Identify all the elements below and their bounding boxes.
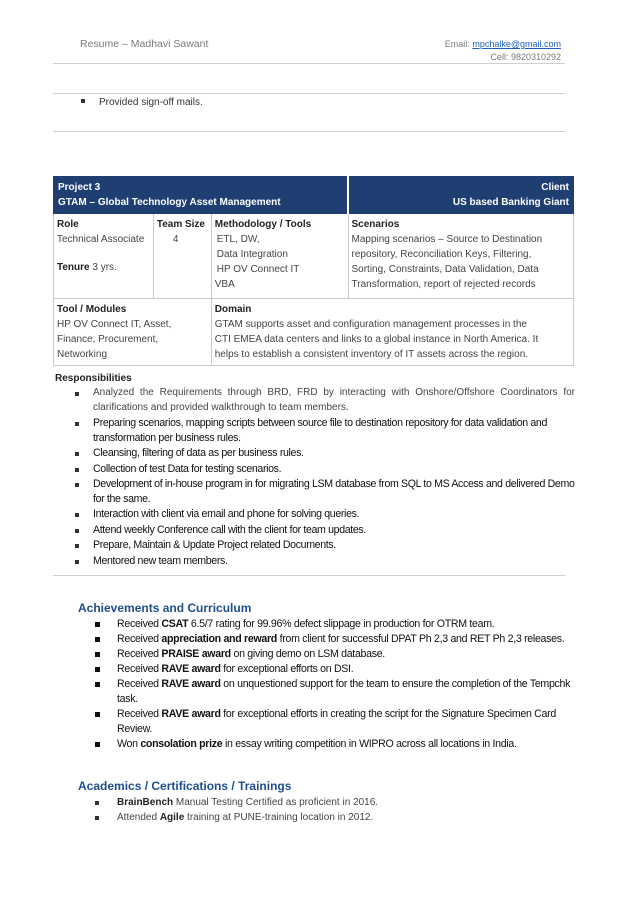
bullet-icon — [95, 742, 100, 747]
domain-line: CTI EMEA data centers and links to a global instance in North America. It — [214, 334, 539, 345]
list-item-text: on giving demo on LSM database. — [230, 648, 385, 661]
list-item-text: Received — [117, 648, 162, 661]
highlight-text: RAVE award — [161, 678, 221, 691]
bullet-icon — [95, 801, 99, 805]
tenure-value: 3 yrs. — [92, 262, 117, 273]
list-item-text: Preparing scenarios, mapping scripts between source file to destination repository for data validation and transformation per business rules. — [93, 417, 548, 444]
list-item — [95, 662, 575, 677]
project-details-row — [54, 214, 574, 299]
bullet-icon — [75, 560, 79, 564]
list-item-text: 6.5/7 rating for 99.96% defect slippage in production for OTRM team. — [188, 618, 495, 630]
list-item — [95, 677, 575, 706]
divider — [53, 93, 565, 94]
role-label: Role — [57, 219, 79, 230]
bullet-icon — [95, 682, 100, 687]
methodology-line: Data Integration — [216, 249, 288, 260]
team-size-value: 4 — [172, 234, 179, 245]
highlight-text: consolation prize — [140, 737, 223, 750]
list-item — [55, 554, 575, 569]
list-item — [55, 462, 575, 477]
list-item — [95, 810, 575, 825]
highlight-text: RAVE award — [161, 708, 221, 721]
methodology-line: HP OV Connect IT — [216, 264, 300, 275]
achievements-list — [95, 617, 575, 752]
bullet-icon — [75, 422, 79, 426]
academics-title: Academics / Certifications / Trainings — [78, 779, 292, 793]
responsibilities-title: Responsibilities — [55, 373, 132, 384]
list-item-text: for exceptional efforts on DSI. — [220, 663, 354, 676]
team-size-cell — [153, 214, 211, 299]
academics-list — [95, 795, 575, 825]
project-title-cell — [54, 177, 349, 214]
scenarios-label: Scenarios — [351, 219, 400, 230]
bullet-icon — [95, 712, 100, 717]
list-item-text: Attend weekly Conference call with the client for team updates. — [93, 523, 366, 536]
responsibilities-list — [55, 386, 575, 569]
role-value: Technical Associate — [57, 234, 145, 245]
resume-header-title: Resume – Madhavi Sawant — [80, 38, 209, 50]
list-item — [81, 97, 203, 108]
list-item — [55, 386, 575, 415]
client-name: US based Banking Giant — [452, 197, 569, 208]
list-item-text: from client for successful DPAT Ph 2,3 and RET Ph 2,3 releases. — [276, 633, 565, 646]
cell-number: Cell: 9820310292 — [490, 52, 561, 62]
email-label: Email: — [444, 39, 470, 49]
project-table — [53, 176, 574, 366]
domain-line: GTAM supports asset and configuration management processes in the — [214, 319, 527, 330]
list-item — [95, 647, 575, 662]
domain-line: helps to establish a consistent inventory of IT assets across the region. — [214, 349, 529, 360]
methodology-label: Methodology / Tools — [214, 219, 312, 230]
scenarios-cell — [348, 214, 574, 299]
bullet-icon — [95, 652, 100, 657]
bullet-icon — [75, 392, 79, 396]
role-cell — [54, 214, 154, 299]
tenure-label: Tenure — [57, 262, 90, 273]
highlight-text: Agile — [159, 812, 185, 823]
tenure — [57, 260, 150, 275]
bullet-icon — [95, 622, 100, 627]
list-item — [55, 446, 575, 461]
list-item — [55, 477, 575, 506]
bullet-icon — [75, 468, 79, 472]
list-item-text: in essay writing competition in WIPRO across all locations in India. — [222, 737, 517, 750]
list-item-text: Received — [117, 618, 162, 630]
methodology-cell — [211, 214, 348, 299]
client-label: Client — [541, 182, 569, 193]
scenarios-line: Transformation, report of rejected records — [351, 279, 536, 290]
list-item-text: Attended — [117, 812, 160, 823]
tools-label: Tool / Modules — [57, 304, 127, 315]
list-item-text: Received — [117, 633, 162, 646]
list-item-text: Analyzed the Requirements through BRD, FRD by interacting with Onshore/Offshore Coordinators for clarifications and provided walkthrough to team members. — [93, 387, 575, 413]
divider — [53, 575, 565, 576]
bullet-icon — [75, 513, 79, 517]
list-item — [55, 523, 575, 538]
bullet-icon — [95, 667, 100, 672]
header-divider — [53, 63, 565, 64]
email-link[interactable]: mpchalke@gmail.com — [472, 39, 561, 49]
bullet-icon — [75, 544, 79, 548]
list-item-text: Development of in-house program in for migrating LSM database from SQL to MS Access and delivered Demo for the same. — [93, 478, 575, 505]
list-item-text: Provided sign-off mails. — [99, 97, 203, 108]
team-size-label: Team Size — [156, 219, 205, 230]
contact-info — [445, 38, 561, 64]
project-domain-row — [54, 299, 574, 366]
list-item-text: Prepare, Maintain & Update Project related Documents. — [93, 539, 336, 551]
list-item-text: Collection of test Data for testing scenarios. — [93, 462, 282, 475]
scenarios-line: Mapping scenarios – Source to Destination — [351, 234, 543, 245]
domain-label: Domain — [214, 304, 252, 315]
list-item-text: Cleansing, filtering of data as per business rules. — [93, 447, 304, 459]
list-item — [55, 507, 575, 522]
tools-cell — [54, 299, 212, 366]
list-item — [95, 617, 575, 632]
bullet-icon — [75, 483, 79, 487]
list-item — [95, 795, 575, 810]
tools-line: Networking — [57, 349, 108, 360]
scenarios-line: Sorting, Constraints, Data Validation, Data — [351, 264, 539, 275]
list-item — [95, 707, 575, 736]
bullet-icon — [81, 99, 85, 103]
tools-line: HP OV Connect IT, Asset, — [57, 319, 172, 330]
list-item-text: Won — [117, 737, 141, 750]
list-item-text: Received — [117, 663, 162, 676]
list-item-text: for exceptional efforts in creating the script for the Signature Specimen Card Review. — [117, 708, 556, 735]
list-item-text: Mentored new team members. — [93, 554, 228, 567]
bullet-icon — [95, 816, 99, 820]
project-header-row — [54, 177, 574, 214]
list-item — [95, 737, 575, 752]
scenarios-line: repository, Reconciliation Keys, Filtering, — [351, 249, 532, 260]
project-name: GTAM – Global Technology Asset Management — [58, 197, 281, 208]
methodology-line: VBA — [214, 279, 235, 290]
list-item-text: training at PUNE-training location in 2012. — [184, 812, 374, 823]
achievements-title: Achievements and Curriculum — [78, 601, 252, 615]
list-item — [55, 538, 575, 553]
list-item-text: on unquestioned support for the team to ensure the completion of the Tempchk task. — [117, 678, 571, 705]
project-number: Project 3 — [58, 182, 101, 193]
tools-line: Finance, Procurement, — [57, 334, 159, 345]
list-item-text: Received — [117, 678, 162, 691]
list-item-text: Received — [117, 708, 162, 721]
list-item-text: Manual Testing Certified as proficient in 2016. — [173, 797, 379, 808]
highlight-text: appreciation and reward — [161, 633, 277, 646]
list-item — [95, 632, 575, 647]
highlight-text: RAVE award — [161, 663, 221, 676]
bullet-icon — [75, 452, 79, 456]
list-item — [55, 416, 575, 445]
divider — [53, 131, 565, 132]
domain-cell — [211, 299, 573, 366]
bullet-icon — [95, 637, 100, 642]
highlight-text: PRAISE award — [161, 648, 231, 661]
bullet-icon — [75, 529, 79, 533]
highlight-text: CSAT — [161, 618, 189, 630]
client-cell — [348, 177, 574, 214]
list-item-text: Interaction with client via email and phone for solving queries. — [93, 508, 360, 520]
highlight-text: BrainBench — [117, 797, 174, 808]
methodology-line: ETL, DW, — [216, 234, 260, 245]
